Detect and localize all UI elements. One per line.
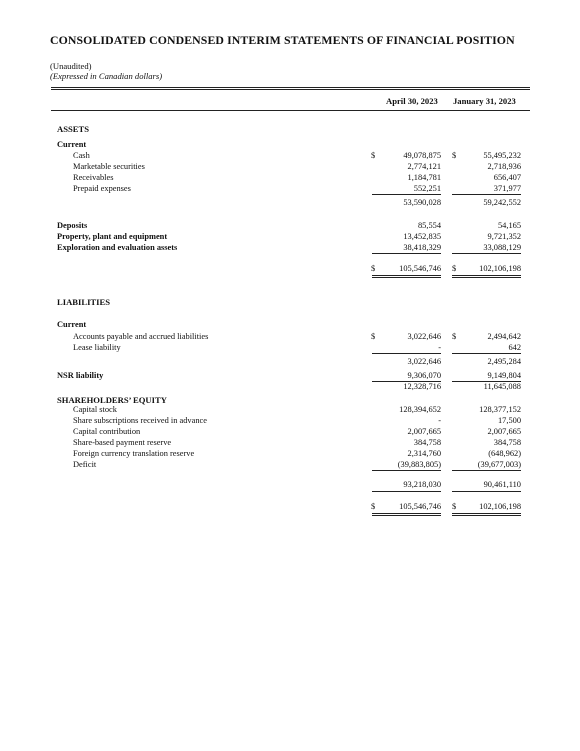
nsr-liability-label: NSR liability [57,371,104,380]
row-label: Share-based payment reserve [73,438,172,447]
subtotal-rule-january [452,353,521,354]
value-january: 2,718,936 [487,162,521,171]
value-april: 13,452,835 [403,232,441,241]
total-double-rule-april [372,275,441,278]
currency-symbol: $ [452,264,457,273]
currency-symbol: $ [371,264,376,273]
currency-symbol: $ [371,332,376,341]
value-april: 49,078,875 [403,151,441,160]
value-january: 54,165 [497,221,521,230]
row-label: Prepaid expenses [73,184,131,193]
value-january: 384,758 [493,438,521,447]
total-assets-january: 102,106,198 [479,264,521,273]
grand-total-april: 105,546,746 [399,502,441,511]
value-april: 3,022,646 [407,332,441,341]
value-april: - [438,416,441,425]
subtotal-rule-january [452,470,521,471]
value-april: 2,007,665 [407,427,441,436]
grand-total-january: 102,106,198 [479,502,521,511]
currency-symbol: $ [371,151,376,160]
total-double-rule-january [452,275,521,278]
value-april: 2,314,760 [407,449,441,458]
value-january: 17,500 [497,416,521,425]
currency-note: (Expressed in Canadian dollars) [50,71,163,81]
column-header-january: January 31, 2023 [453,96,516,106]
value-january: 642 [508,343,521,352]
row-label: Property, plant and equipment [57,232,168,241]
value-january: 9,721,352 [487,232,521,241]
value-april: 85,554 [417,221,441,230]
header-rule-bottom [51,110,530,111]
value-january: (648,962) [488,449,521,458]
value-april: 552,251 [413,184,441,193]
current-liabilities-total-april: 3,022,646 [407,357,441,366]
subtotal-rule-january [452,194,521,195]
row-label: Deficit [73,460,97,469]
liabilities-heading: LIABILITIES [57,297,111,307]
subtotal-rule-april [372,253,441,254]
value-january: 33,088,129 [483,243,521,252]
liabilities-current-heading: Current [57,320,87,329]
statement-title: CONSOLIDATED CONDENSED INTERIM STATEMENTS OF FINANCIAL POSITION [50,33,515,47]
total-equity-april: 93,218,030 [403,480,441,489]
currency-symbol: $ [452,502,457,511]
value-april: 384,758 [413,438,441,447]
value-april: - [438,343,441,352]
subtotal-rule-april [372,194,441,195]
value-april: 1,184,781 [407,173,441,182]
currency-symbol: $ [371,502,376,511]
row-label: Share subscriptions received in advance [73,416,207,425]
unaudited-note: (Unaudited) [50,61,92,71]
row-label: Lease liability [73,343,121,352]
nsr-liability-april: 9,306,070 [407,371,441,380]
value-january: 2,494,642 [487,332,521,341]
row-label: Foreign currency translation reserve [73,449,195,458]
current-assets-total-april: 53,590,028 [403,198,441,207]
value-january: 55,495,232 [483,151,521,160]
value-january: 128,377,152 [479,405,521,414]
total-double-rule-january [452,513,521,516]
currency-symbol: $ [452,151,457,160]
value-january: (39,677,003) [477,460,521,469]
value-april: (39,883,805) [397,460,441,469]
total-liabilities-april: 12,328,716 [403,382,441,391]
subtotal-rule-april [372,353,441,354]
total-equity-january: 90,461,110 [483,480,521,489]
total-double-rule-april [372,513,441,516]
assets-current-heading: Current [57,140,87,149]
row-label: Capital contribution [73,427,141,436]
row-label: Receivables [73,173,114,182]
current-liabilities-total-january: 2,495,284 [487,357,521,366]
value-january: 2,007,665 [487,427,521,436]
value-april: 38,418,329 [403,243,441,252]
row-label: Exploration and evaluation assets [57,243,178,252]
currency-symbol: $ [452,332,457,341]
column-header-april: April 30, 2023 [386,96,438,106]
row-label: Accounts payable and accrued liabilities [73,332,209,341]
value-april: 128,394,652 [399,405,441,414]
current-assets-total-january: 59,242,552 [483,198,521,207]
assets-heading: ASSETS [57,124,90,134]
nsr-liability-january: 9,149,804 [487,371,521,380]
subtotal-rule-january [452,253,521,254]
value-april: 2,774,121 [407,162,441,171]
row-label: Marketable securities [73,162,145,171]
row-label: Deposits [57,221,88,230]
total-assets-april: 105,546,746 [399,264,441,273]
value-january: 656,407 [493,173,521,182]
subtotal-rule-april [372,491,441,492]
subtotal-rule-april [372,470,441,471]
row-label: Capital stock [73,405,117,414]
value-january: 371,977 [493,184,521,193]
row-label: Cash [73,151,90,160]
subtotal-rule-january [452,491,521,492]
total-liabilities-january: 11,645,088 [483,382,521,391]
header-rule-top-2 [51,89,530,90]
header-rule-top [51,87,530,88]
equity-heading: SHAREHOLDERS’ EQUITY [57,395,167,405]
